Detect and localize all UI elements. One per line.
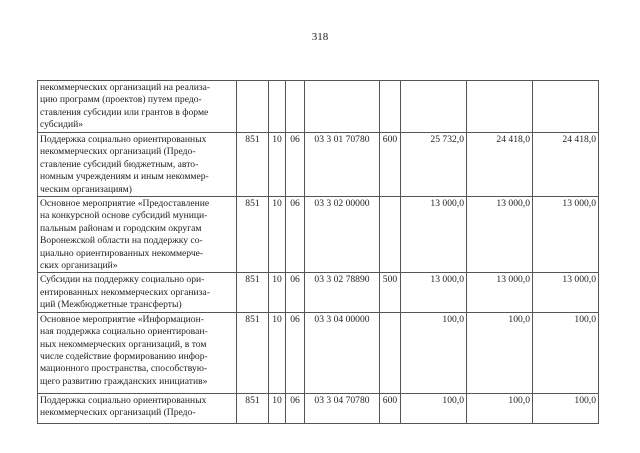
grbs-code: 851 xyxy=(237,273,269,312)
description-line: некоммерческих организаций на реализа- xyxy=(40,82,211,93)
amount-year-3: 100,0 xyxy=(533,393,599,423)
amount-year-1: 13 000,0 xyxy=(401,197,467,273)
description-line: пальным районам и городским округам xyxy=(40,222,202,234)
description-line: ских организаций» xyxy=(40,260,118,272)
target-article-code: 03 3 04 00000 xyxy=(305,312,380,393)
description-line: щего развитию гражданских инициатив» xyxy=(40,375,208,387)
grbs-code: 851 xyxy=(237,133,269,197)
section-code: 10 xyxy=(269,393,286,423)
amount-year-1: 13 000,0 xyxy=(401,273,467,312)
description-line: субсидий» xyxy=(40,119,84,131)
description-line: циально ориентированных некоммерче- xyxy=(40,247,204,259)
subsection-code: 06 xyxy=(286,133,305,197)
table-row xyxy=(38,197,599,273)
description-line: ций (Межбюджетные трансферты) xyxy=(40,299,182,311)
description-line: мационного пространства, способствую- xyxy=(40,363,208,375)
page-number: 318 xyxy=(311,31,329,43)
amount-year-1: 25 732,0 xyxy=(401,133,467,197)
amount-year-2: 13 000,0 xyxy=(467,197,533,273)
section-code: 10 xyxy=(269,197,286,273)
target-article-code xyxy=(305,81,380,133)
row-description xyxy=(38,197,237,273)
row-description xyxy=(38,81,237,133)
budget-table xyxy=(37,80,599,424)
amount-year-3 xyxy=(533,81,599,133)
section-code: 10 xyxy=(269,273,286,312)
table-row xyxy=(38,393,599,423)
description-line: некоммерческих организаций (Предо- xyxy=(40,407,196,419)
amount-year-1: 100,0 xyxy=(401,393,467,423)
description-line: номным учреждениям и иным некоммер- xyxy=(40,171,209,183)
grbs-code: 851 xyxy=(237,393,269,423)
subsection-code: 06 xyxy=(286,273,305,312)
description-line: Поддержка социально ориентированных xyxy=(40,394,207,406)
table-row xyxy=(38,312,599,393)
description-line: ная поддержка социально ориентирован- xyxy=(40,326,208,338)
description-line: ставление субсидий бюджетным, авто- xyxy=(40,158,199,170)
amount-year-2: 13 000,0 xyxy=(467,273,533,312)
section-code xyxy=(269,81,286,133)
amount-year-3: 24 418,0 xyxy=(533,133,599,197)
expense-type-code xyxy=(380,81,401,133)
description-line: ческим организациям) xyxy=(40,183,132,195)
description-line: числе содействие формированию инфор- xyxy=(40,350,208,362)
target-article-code: 03 3 01 70780 xyxy=(305,133,380,197)
description-line: ентированных некоммерческих организа- xyxy=(40,286,210,298)
description-line: ных некоммерческих организаций, в том xyxy=(40,338,207,350)
amount-year-3: 13 000,0 xyxy=(533,197,599,273)
section-code: 10 xyxy=(269,133,286,197)
row-description xyxy=(38,393,237,423)
subsection-code: 06 xyxy=(286,197,305,273)
expense-type-code: 600 xyxy=(380,133,401,197)
table-row xyxy=(38,81,599,133)
description-line: на конкурсной основе субсидий муници- xyxy=(40,210,208,222)
amount-year-2: 100,0 xyxy=(467,312,533,393)
table-row xyxy=(38,133,599,197)
description-line: Поддержка социально ориентированных xyxy=(40,134,207,145)
description-line: ставления субсидии или грантов в форме xyxy=(40,106,209,118)
description-line: Основное мероприятие «Предоставление xyxy=(40,198,210,210)
amount-year-2: 24 418,0 xyxy=(467,133,533,197)
table-row xyxy=(38,273,599,312)
amount-year-2: 100,0 xyxy=(467,393,533,423)
row-description xyxy=(38,273,237,312)
subsection-code xyxy=(286,81,305,133)
amount-year-2 xyxy=(467,81,533,133)
description-line: Воронежской области на поддержку со- xyxy=(40,235,203,247)
expense-type-code xyxy=(380,197,401,273)
expense-type-code: 600 xyxy=(380,393,401,423)
description-line: цию программ (проектов) путем предо- xyxy=(40,94,202,106)
amount-year-1 xyxy=(401,81,467,133)
target-article-code: 03 3 02 78890 xyxy=(305,273,380,312)
amount-year-3: 13 000,0 xyxy=(533,273,599,312)
target-article-code: 03 3 02 00000 xyxy=(305,197,380,273)
row-description xyxy=(38,133,237,197)
grbs-code: 851 xyxy=(237,197,269,273)
description-line: некоммерческих организаций (Предо- xyxy=(40,146,196,158)
expense-type-code xyxy=(380,312,401,393)
grbs-code: 851 xyxy=(237,312,269,393)
description-line: Основное мероприятие «Информацион- xyxy=(40,313,204,325)
subsection-code: 06 xyxy=(286,312,305,393)
grbs-code xyxy=(237,81,269,133)
section-code: 10 xyxy=(269,312,286,393)
description-line: Субсидии на поддержку социально ори- xyxy=(40,274,205,286)
expense-type-code: 500 xyxy=(380,273,401,312)
amount-year-3: 100,0 xyxy=(533,312,599,393)
subsection-code: 06 xyxy=(286,393,305,423)
row-description xyxy=(38,312,237,393)
target-article-code: 03 3 04 70780 xyxy=(305,393,380,423)
amount-year-1: 100,0 xyxy=(401,312,467,393)
